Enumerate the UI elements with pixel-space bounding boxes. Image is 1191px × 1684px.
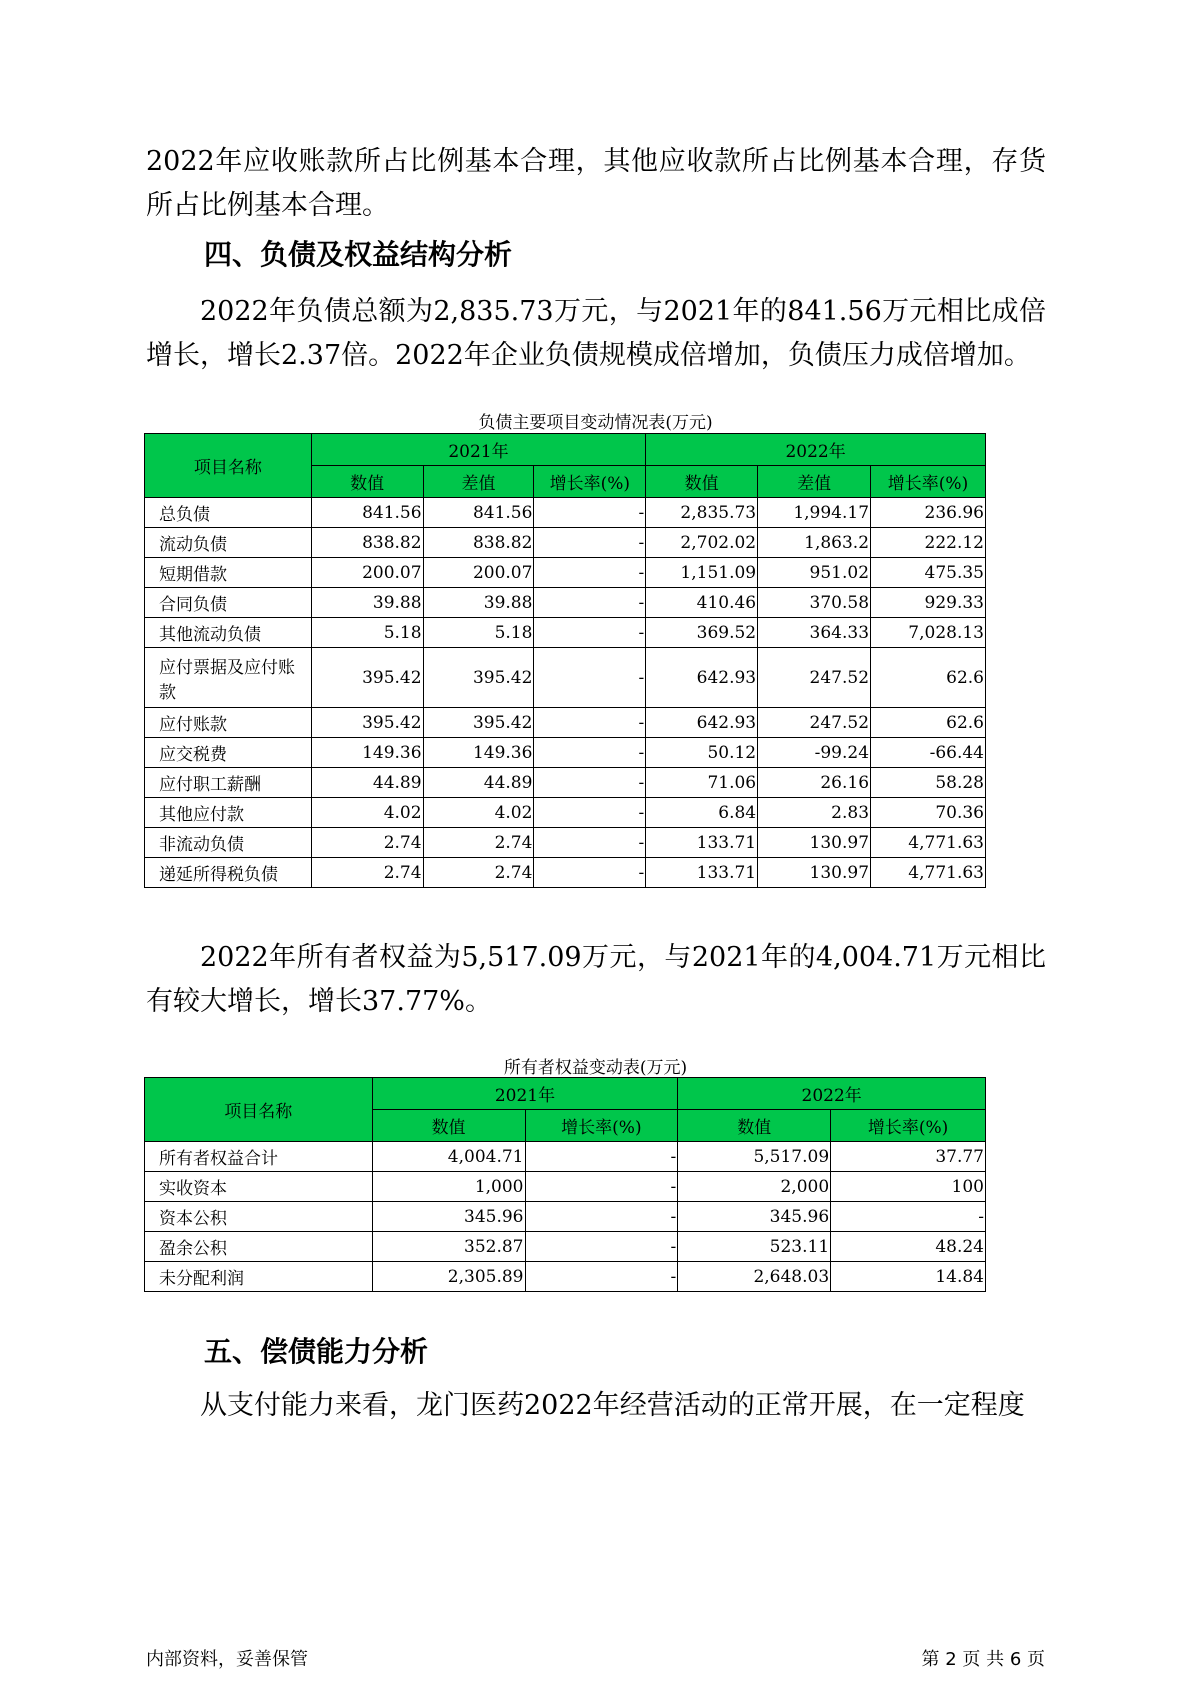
row-value: 5.18 — [311, 618, 423, 648]
table1-year2-header: 2022年 — [646, 434, 986, 466]
row-value: 523.11 — [678, 1232, 831, 1262]
row-value: 395.42 — [423, 648, 534, 708]
table1-subheader: 数值 — [646, 466, 758, 498]
row-value: 100 — [831, 1172, 986, 1202]
row-value: 395.42 — [311, 648, 423, 708]
row-value: 130.97 — [758, 858, 871, 888]
row-name: 应付票据及应付账款 — [145, 648, 312, 708]
equity-table — [144, 1077, 986, 1292]
row-value: 39.88 — [423, 588, 534, 618]
row-value: 841.56 — [311, 498, 423, 528]
row-name: 其他应付款 — [145, 798, 312, 828]
row-value: - — [525, 1142, 678, 1172]
row-value: 642.93 — [646, 708, 758, 738]
row-value: 70.36 — [871, 798, 986, 828]
row-value: 2.74 — [311, 828, 423, 858]
row-value: 4,771.63 — [871, 828, 986, 858]
row-value: 58.28 — [871, 768, 986, 798]
row-value: 247.52 — [758, 708, 871, 738]
row-value: 2,000 — [678, 1172, 831, 1202]
table2-year1-header: 2021年 — [372, 1078, 678, 1110]
row-value: 369.52 — [646, 618, 758, 648]
row-name: 递延所得税负债 — [145, 858, 312, 888]
table-row — [145, 1262, 986, 1292]
row-value: 200.07 — [311, 558, 423, 588]
row-value: - — [534, 738, 646, 768]
row-value: 395.42 — [311, 708, 423, 738]
table2-caption: 所有者权益变动表(万元) — [503, 1058, 688, 1078]
table2-subheader: 增长率(%) — [831, 1110, 986, 1142]
row-value: 2.74 — [423, 858, 534, 888]
row-value: 364.33 — [758, 618, 871, 648]
row-value: - — [534, 768, 646, 798]
table-row — [145, 1172, 986, 1202]
row-name: 其他流动负债 — [145, 618, 312, 648]
row-value: - — [525, 1202, 678, 1232]
row-value: 44.89 — [311, 768, 423, 798]
row-value: - — [534, 618, 646, 648]
row-value: 62.6 — [871, 648, 986, 708]
table1-subheader: 差值 — [758, 466, 871, 498]
table1-col-name-header: 项目名称 — [145, 434, 312, 498]
table1-subheader: 增长率(%) — [534, 466, 646, 498]
row-value: - — [831, 1202, 986, 1232]
row-value: - — [534, 498, 646, 528]
row-name: 应付账款 — [145, 708, 312, 738]
row-value: 149.36 — [311, 738, 423, 768]
row-value: 236.96 — [871, 498, 986, 528]
table-row — [145, 798, 986, 828]
row-value: 1,994.17 — [758, 498, 871, 528]
row-value: - — [534, 648, 646, 708]
section4-heading: 四、负债及权益结构分析 — [204, 238, 513, 271]
table1-subheader: 增长率(%) — [871, 466, 986, 498]
row-value: 838.82 — [311, 528, 423, 558]
row-name: 所有者权益合计 — [145, 1142, 373, 1172]
row-value: 2,305.89 — [372, 1262, 525, 1292]
row-value: 5,517.09 — [678, 1142, 831, 1172]
row-name: 流动负债 — [145, 528, 312, 558]
table-row — [145, 618, 986, 648]
row-value: 475.35 — [871, 558, 986, 588]
row-value: 130.97 — [758, 828, 871, 858]
row-value: 395.42 — [423, 708, 534, 738]
table1-subheader: 数值 — [311, 466, 423, 498]
table2-subheader: 数值 — [372, 1110, 525, 1142]
row-value: 841.56 — [423, 498, 534, 528]
table-row — [145, 498, 986, 528]
row-value: 345.96 — [372, 1202, 525, 1232]
row-value: 62.6 — [871, 708, 986, 738]
row-value: 929.33 — [871, 588, 986, 618]
row-value: 4.02 — [423, 798, 534, 828]
row-value: 133.71 — [646, 828, 758, 858]
row-value: - — [534, 828, 646, 858]
table2-col-name-header: 项目名称 — [145, 1078, 373, 1142]
row-name: 资本公积 — [145, 1202, 373, 1232]
row-value: 5.18 — [423, 618, 534, 648]
row-name: 合同负债 — [145, 588, 312, 618]
row-name: 应交税费 — [145, 738, 312, 768]
row-value: - — [534, 588, 646, 618]
table-row — [145, 768, 986, 798]
row-value: 2,648.03 — [678, 1262, 831, 1292]
row-name: 盈余公积 — [145, 1232, 373, 1262]
row-value: - — [534, 858, 646, 888]
footer-confidential: 内部资料，妥善保管 — [146, 1649, 308, 1670]
intro-paragraph: 2022年应收账款所占比例基本合理，其他应收款所占比例基本合理，存货所占比例基本合理。 — [146, 146, 1046, 221]
row-value: 4,771.63 — [871, 858, 986, 888]
row-value: 951.02 — [758, 558, 871, 588]
row-value: - — [525, 1262, 678, 1292]
row-value: 6.84 — [646, 798, 758, 828]
row-value: 26.16 — [758, 768, 871, 798]
table1-year1-header: 2021年 — [311, 434, 646, 466]
row-value: 345.96 — [678, 1202, 831, 1232]
row-value: 14.84 — [831, 1262, 986, 1292]
row-value: 2.83 — [758, 798, 871, 828]
solvency-paragraph: 从支付能力来看，龙门医药2022年经营活动的正常开展，在一定程度 — [200, 1390, 1025, 1421]
table-row — [145, 648, 986, 708]
row-value: 222.12 — [871, 528, 986, 558]
row-value: 37.77 — [831, 1142, 986, 1172]
row-value: -99.24 — [758, 738, 871, 768]
row-value: - — [534, 708, 646, 738]
row-name: 总负债 — [145, 498, 312, 528]
row-name: 短期借款 — [145, 558, 312, 588]
table2-subheader: 数值 — [678, 1110, 831, 1142]
table2-year2-header: 2022年 — [678, 1078, 986, 1110]
row-value: 7,028.13 — [871, 618, 986, 648]
table-row — [145, 1202, 986, 1232]
row-value: 200.07 — [423, 558, 534, 588]
row-value: 149.36 — [423, 738, 534, 768]
row-value: 4.02 — [311, 798, 423, 828]
table-row — [145, 528, 986, 558]
row-name: 实收资本 — [145, 1172, 373, 1202]
row-value: 2.74 — [423, 828, 534, 858]
row-value: 247.52 — [758, 648, 871, 708]
table-row — [145, 828, 986, 858]
liabilities-table — [144, 433, 986, 888]
table-row — [145, 708, 986, 738]
row-value: - — [534, 798, 646, 828]
row-value: 48.24 — [831, 1232, 986, 1262]
row-name: 非流动负债 — [145, 828, 312, 858]
table1-caption: 负债主要项目变动情况表(万元) — [478, 413, 713, 433]
row-value: 1,151.09 — [646, 558, 758, 588]
equity-paragraph: 2022年所有者权益为5,517.09万元，与2021年的4,004.71万元相比有较大增长，增长37.77%。 — [146, 942, 1046, 1017]
row-value: -66.44 — [871, 738, 986, 768]
row-value: 1,863.2 — [758, 528, 871, 558]
row-name: 应付职工薪酬 — [145, 768, 312, 798]
table-row — [145, 858, 986, 888]
row-value: 642.93 — [646, 648, 758, 708]
row-value: 71.06 — [646, 768, 758, 798]
row-value: 1,000 — [372, 1172, 525, 1202]
row-value: 2,702.02 — [646, 528, 758, 558]
table-row — [145, 588, 986, 618]
row-value: - — [525, 1172, 678, 1202]
row-value: 370.58 — [758, 588, 871, 618]
row-value: - — [534, 528, 646, 558]
table-row — [145, 1142, 986, 1172]
row-value: 133.71 — [646, 858, 758, 888]
row-value: 50.12 — [646, 738, 758, 768]
row-value: 838.82 — [423, 528, 534, 558]
table-row — [145, 558, 986, 588]
row-value: - — [534, 558, 646, 588]
row-value: 4,004.71 — [372, 1142, 525, 1172]
table1-subheader: 差值 — [423, 466, 534, 498]
table-row — [145, 738, 986, 768]
row-value: - — [525, 1232, 678, 1262]
row-value: 44.89 — [423, 768, 534, 798]
section5-heading: 五、偿债能力分析 — [204, 1335, 429, 1368]
liabilities-paragraph: 2022年负债总额为2,835.73万元，与2021年的841.56万元相比成倍增长，增长2.37倍。2022年企业负债规模成倍增加，负债压力成倍增加。 — [146, 296, 1046, 371]
row-value: 410.46 — [646, 588, 758, 618]
footer-page-number: 第 2 页 共 6 页 — [921, 1649, 1045, 1670]
row-value: 2.74 — [311, 858, 423, 888]
row-value: 39.88 — [311, 588, 423, 618]
row-name: 未分配利润 — [145, 1262, 373, 1292]
table-row — [145, 1232, 986, 1262]
row-value: 2,835.73 — [646, 498, 758, 528]
table2-subheader: 增长率(%) — [525, 1110, 678, 1142]
row-value: 352.87 — [372, 1232, 525, 1262]
